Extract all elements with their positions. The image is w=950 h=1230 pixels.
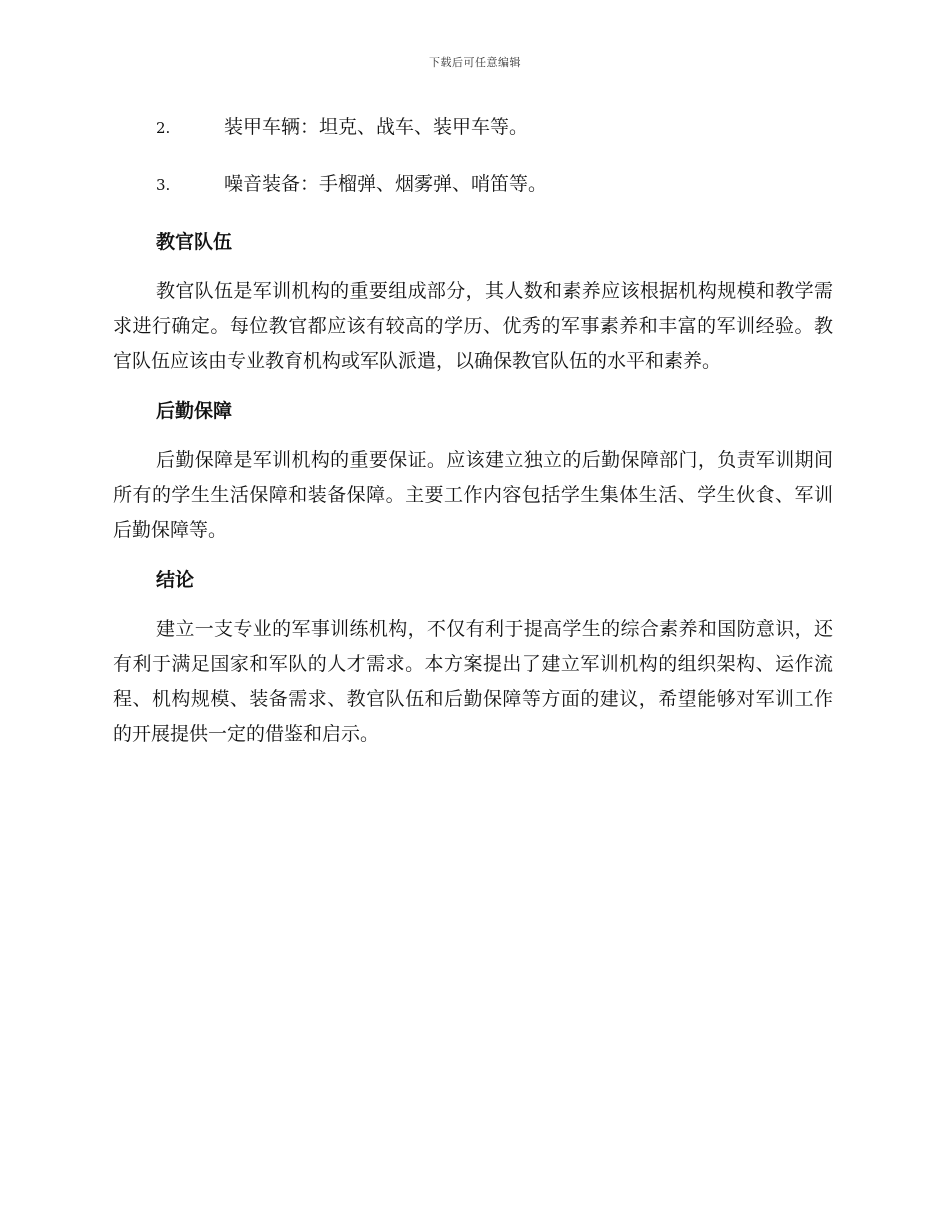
section-paragraph-instructors: 教官队伍是军训机构的重要组成部分，其人数和素养应该根据机构规模和教学需求进行确定。每位教官都应该有较高的学历、优秀的军事素养和丰富的军训经验。教官队伍应该由专业教育机构或军队派遣，以确保教官队伍的水平和素养。	[113, 280, 833, 372]
page-header: 下载后可任意编辑	[429, 56, 521, 69]
list-item	[113, 112, 833, 142]
document-body	[113, 112, 833, 769]
list-text: 装甲车辆：坦克、战车、装甲车等。	[224, 116, 529, 138]
list-item	[113, 169, 833, 199]
section-heading-conclusion: 结论	[156, 569, 195, 591]
section-paragraph-logistics: 后勤保障是军训机构的重要保证。应该建立独立的后勤保障部门，负责军训期间所有的学生生活保障和装备保障。主要工作内容包括学生集体生活、学生伙食、军训后勤保障等。	[113, 449, 833, 541]
list-number: 2.	[156, 119, 171, 137]
section-heading-instructors: 教官队伍	[156, 231, 233, 253]
section-heading-logistics: 后勤保障	[156, 400, 233, 422]
list-number: 3.	[156, 176, 171, 194]
list-text: 噪音装备：手榴弹、烟雾弹、哨笛等。	[224, 173, 548, 195]
section-paragraph-conclusion: 建立一支专业的军事训练机构，不仅有利于提高学生的综合素养和国防意识，还有利于满足国家和军队的人才需求。本方案提出了建立军训机构的组织架构、运作流程、机构规模、装备需求、教官队伍和后勤保障等方面的建议，希望能够对军训工作的开展提供一定的借鉴和启示。	[113, 618, 833, 745]
